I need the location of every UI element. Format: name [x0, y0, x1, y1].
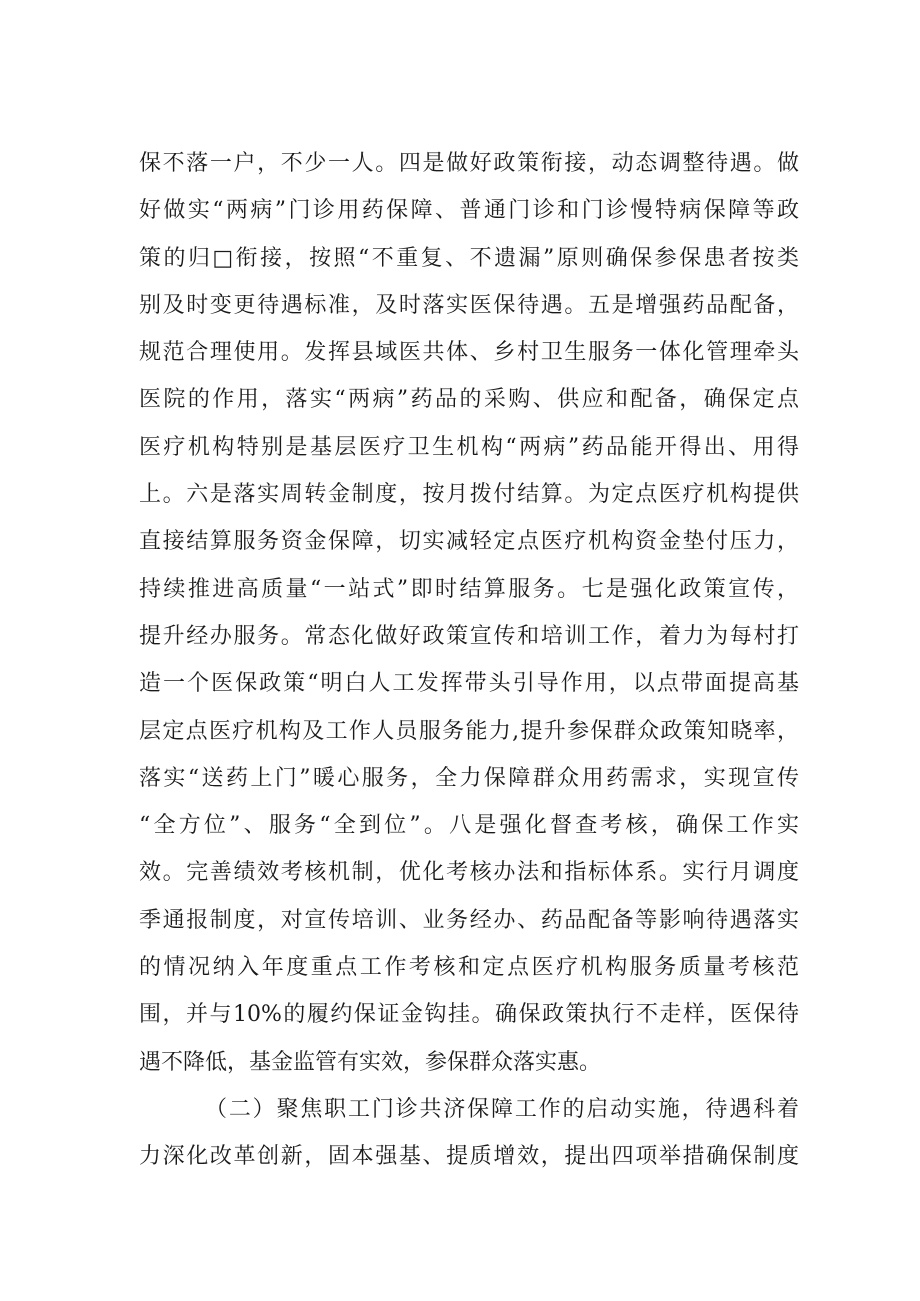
- text-line: 遇不降低，基金监管有实效，参保群众落实惠。: [139, 1049, 602, 1075]
- text-line: 直接结算服务资金保障，切实减轻定点医疗机构资金垫付压力，: [139, 529, 799, 555]
- text-line: 持续推进高质量“一站式”即时结算服务。七是强化政策宣传，: [139, 576, 799, 602]
- text-line: 效。完善绩效考核机制，优化考核办法和指标体系。实行月调度: [139, 860, 799, 886]
- text-line: 医疗机构特别是基层医疗卫生机构“两病”药品能开得出、用得: [139, 434, 799, 460]
- text-line: （二）聚焦职工门诊共济保障工作的启动实施，待遇科着: [205, 1096, 799, 1122]
- text-line: 围，并与10%的履约保证金钩挂。确保政策执行不走样，医保待: [139, 1002, 799, 1028]
- text-line: 提升经办服务。常态化做好政策宣传和培训工作，着力为每村打: [139, 623, 799, 649]
- text-line: 造一个医保政策“明白人工发挥带头引导作用，以点带面提高基: [139, 671, 799, 697]
- text-line: 医院的作用，落实“两病”药品的采购、供应和配备，确保定点: [139, 387, 799, 413]
- text-line: 上。六是落实周转金制度，按月拨付结算。为定点医疗机构提供: [139, 482, 799, 508]
- text-line: 好做实“两病”门诊用药保障、普通门诊和门诊慢特病保障等政: [139, 198, 799, 224]
- text-line: “全方位”、服务“全到位”。八是强化督查考核，确保工作实: [139, 813, 799, 839]
- text-line: 层定点医疗机构及工作人员服务能力,提升参保群众政策知晓率，: [139, 718, 799, 744]
- text-line: 的情况纳入年度重点工作考核和定点医疗机构服务质量考核范: [139, 955, 799, 981]
- paragraph-1: [139, 140, 799, 1086]
- text-line: 落实“送药上门”暖心服务，全力保障群众用药需求，实现宣传: [139, 765, 799, 791]
- text-line: 季通报制度，对宣传培训、业务经办、药品配备等影响待遇落实: [139, 907, 799, 933]
- text-line: 规范合理使用。发挥县域医共体、乡村卫生服务一体化管理牵头: [139, 340, 799, 366]
- paragraph-2: [139, 1086, 799, 1181]
- text-line: 保不落一户，不少一人。四是做好政策衔接，动态调整待遇。做: [139, 151, 799, 176]
- text-line: 力深化改革创新，固本强基、提质增效，提出四项举措确保制度: [139, 1144, 799, 1170]
- document-body: [139, 140, 799, 1181]
- text-line: 策的归□衔接，按照“不重复、不遗漏”原则确保参保患者按类: [139, 245, 799, 271]
- text-line: 别及时变更待遇标准，及时落实医保待遇。五是增强药品配备，: [139, 292, 799, 318]
